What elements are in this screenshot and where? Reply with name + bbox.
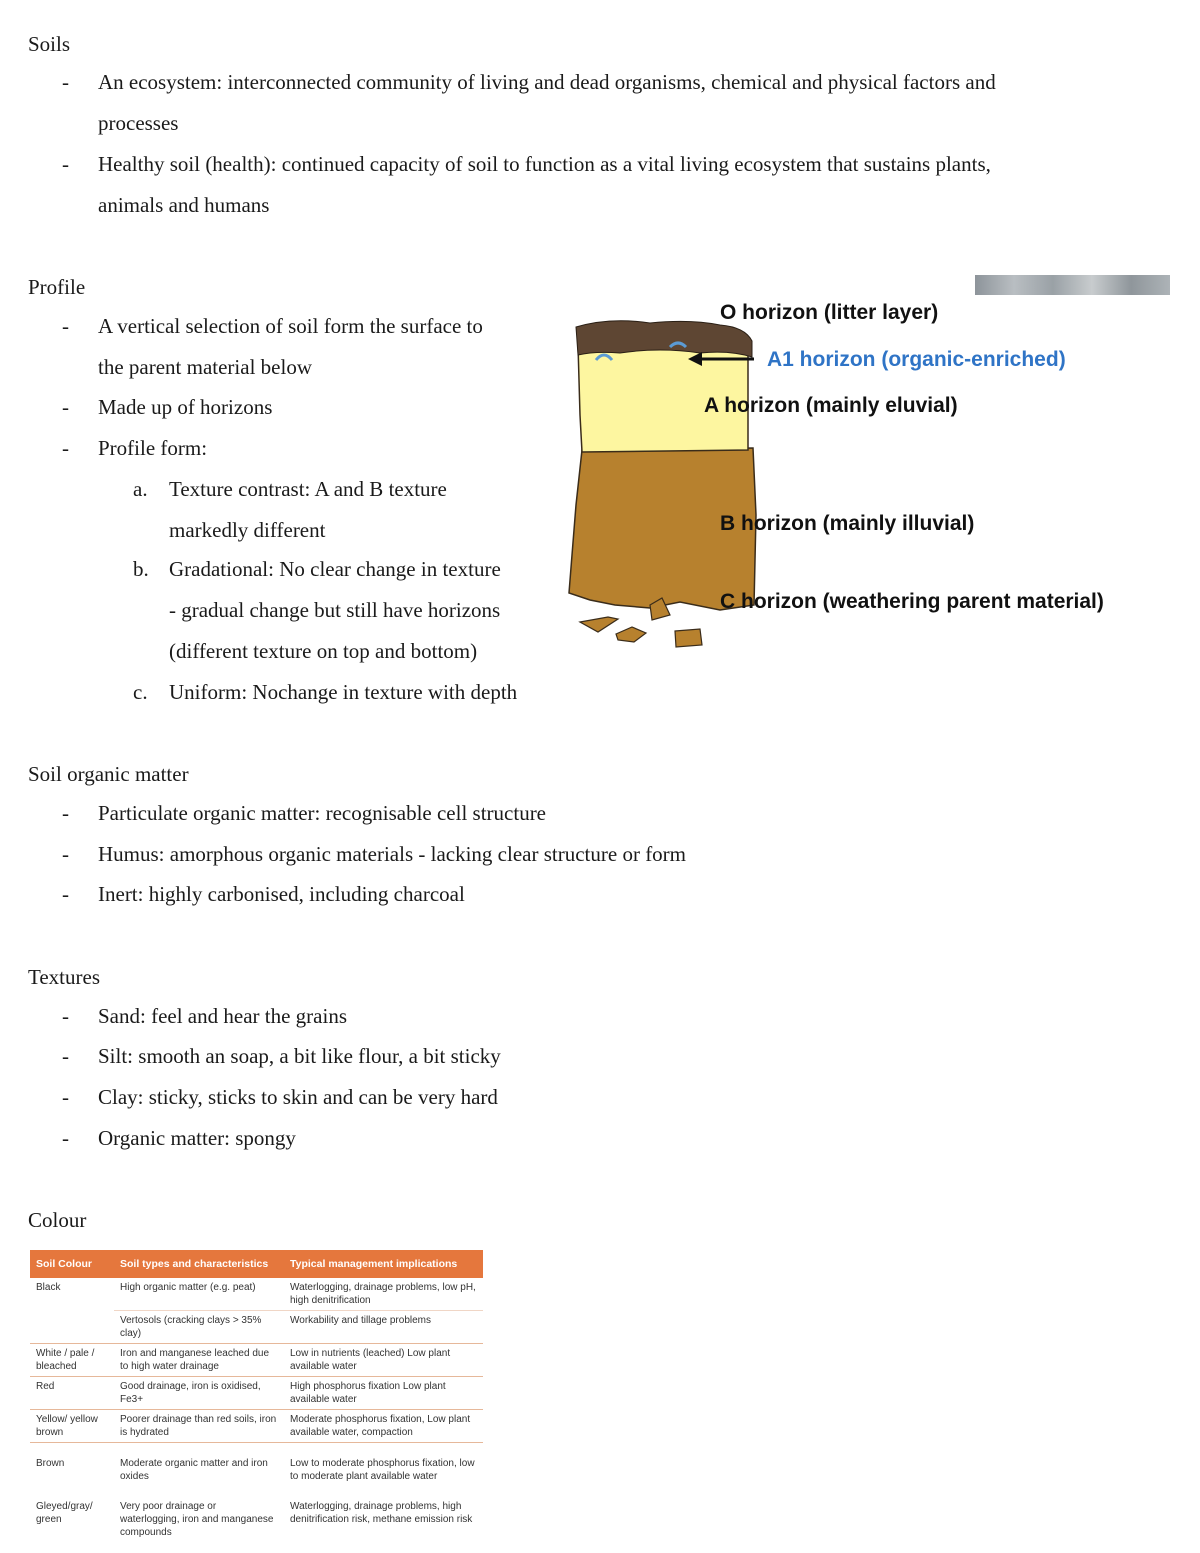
soil-profile-diagram <box>560 295 1180 665</box>
column-header: Typical management implications <box>284 1250 483 1278</box>
list-item: - Made up of horizons <box>98 387 558 428</box>
soil-photo-strip <box>975 275 1170 295</box>
table-row: Vertosols (cracking clays > 35% clay) Workability and tillage problems <box>30 1311 483 1344</box>
bullet-dash: - <box>62 1126 69 1150</box>
list-item: b. Gradational: No clear change in texture - gradual change but still have horizons (different texture on top and bottom) <box>133 557 501 663</box>
bullet-dash: - <box>62 314 69 338</box>
bullet-dash: - <box>62 801 69 825</box>
textures-heading: Textures <box>28 965 101 989</box>
colour-heading: Colour <box>28 1208 87 1232</box>
rock-fragment <box>616 627 646 642</box>
table-row: White / pale / bleached Iron and manganese leached due to high water drainage Low in nutrients (leached) Low plant available water <box>30 1344 483 1377</box>
bullet-dash: - <box>62 882 69 906</box>
soils-heading: Soils <box>28 32 71 56</box>
list-item: - Particulate organic matter: recognisable cell structure <box>98 793 1098 834</box>
soil-colour-table <box>30 1250 483 1542</box>
list-item: a. Texture contrast: A and B texture markedly different <box>133 477 447 542</box>
list-item: - Humus: amorphous organic materials - lacking clear structure or form <box>98 834 1098 875</box>
list-item: - Sand: feel and hear the grains <box>98 996 1098 1037</box>
list-item: - Profile form: <box>98 428 558 469</box>
rock-fragment <box>675 629 702 647</box>
list-item: c. Uniform: Nochange in texture with depth <box>133 680 518 704</box>
column-header: Soil Colour <box>30 1250 114 1278</box>
bullet-dash: - <box>62 152 69 176</box>
list-item: - Organic matter: spongy <box>98 1118 1098 1159</box>
table-header-row <box>30 1250 483 1278</box>
bullet-dash: - <box>62 1085 69 1109</box>
bullet-dash: - <box>62 1044 69 1068</box>
bullet-dash: - <box>62 395 69 419</box>
bullet-dash: - <box>62 1004 69 1028</box>
column-header: Soil types and characteristics <box>114 1250 284 1278</box>
table-row: Brown Moderate organic matter and iron oxides Low to moderate phosphorus fixation, low to moderate plant available water <box>30 1443 483 1487</box>
a1-horizon-label: A1 horizon (organic-enriched) <box>767 348 1066 371</box>
list-item: - An ecosystem: interconnected community of living and dead organisms, chemical and physical factors and processes <box>98 62 1178 144</box>
b-horizon-label: B horizon (mainly illuvial) <box>720 512 975 535</box>
bullet-dash: - <box>62 842 69 866</box>
list-item: - A vertical selection of soil form the surface to the parent material below <box>98 306 558 388</box>
c-horizon-label: C horizon (weathering parent material) <box>720 590 1104 613</box>
list-item: - Inert: highly carbonised, including charcoal <box>98 874 1098 915</box>
table-row: Gleyed/gray/ green Very poor drainage or waterlogging, iron and manganese compounds Waterlogging, drainage problems, high denitrification risk, methane emission risk <box>36 1501 473 1538</box>
rock-fragment <box>580 617 618 632</box>
list-item: - Healthy soil (health): continued capacity of soil to function as a vital living ecosystem that sustains plants, animals and humans <box>98 144 1178 226</box>
table-row: Yellow/ yellow brown Poorer drainage than red soils, iron is hydrated Moderate phosphorus fixation, Low plant available water, compaction <box>30 1410 483 1443</box>
table-row: Red Good drainage, iron is oxidised, Fe3+ High phosphorus fixation Low plant available water <box>30 1377 483 1410</box>
organic-heading: Soil organic matter <box>28 762 189 786</box>
bullet-dash: - <box>62 436 69 460</box>
list-item: - Clay: sticky, sticks to skin and can be very hard <box>98 1077 1098 1118</box>
profile-heading: Profile <box>28 275 86 299</box>
a-horizon-label: A horizon (mainly eluvial) <box>704 394 958 417</box>
o-horizon-label: O horizon (litter layer) <box>720 301 939 324</box>
list-item: - Silt: smooth an soap, a bit like flour, a bit sticky <box>98 1036 1098 1077</box>
table-row: Black High organic matter (e.g. peat) Waterlogging, drainage problems, low pH, high denitrification <box>36 1282 476 1306</box>
bullet-dash: - <box>62 70 69 94</box>
